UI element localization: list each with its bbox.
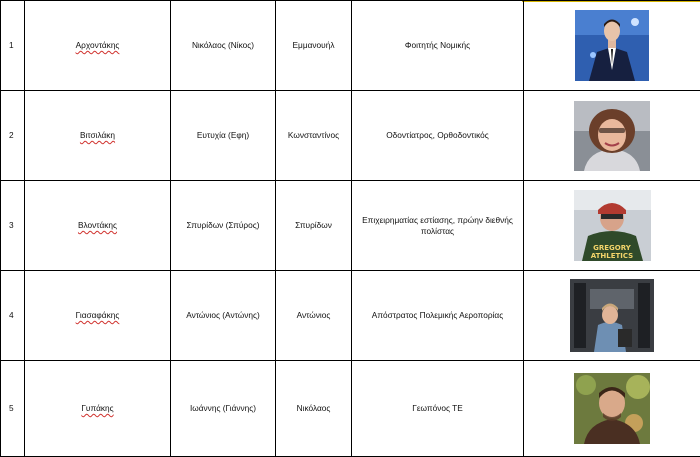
first-name-cell: Ιωάννης (Γιάννης) — [171, 361, 276, 457]
father-name-cell: Αντώνιος — [276, 271, 352, 361]
profession-cell: Επιχειρηματίας εστίασης, πρώην διεθνής πολίστας — [352, 181, 524, 271]
profession-cell: Φοιτητής Νομικής — [352, 1, 524, 91]
father-name-cell: Σπυρίδων — [276, 181, 352, 271]
surname-text: Αρχοντάκης — [75, 40, 120, 50]
first-name-cell: Σπυρίδων (Σπύρος) — [171, 181, 276, 271]
photo-cell — [524, 181, 700, 271]
table-row — [1, 181, 700, 271]
table-row — [1, 91, 700, 181]
surname-cell — [25, 91, 171, 181]
portrait-man-suit-icon — [575, 10, 649, 81]
row-number: 4 — [1, 271, 25, 361]
surname-cell — [25, 1, 171, 91]
surname-text: Βιτσιλάκη — [79, 130, 116, 140]
father-name-cell: Εμμανουήλ — [276, 1, 352, 91]
portrait-man-outdoor-icon — [574, 373, 650, 444]
father-name-cell: Νικόλαος — [276, 361, 352, 457]
surname-cell — [25, 181, 171, 271]
table-row — [1, 271, 700, 361]
svg-text:ATHLETICS: ATHLETICS — [590, 252, 633, 260]
profession-cell: Απόστρατος Πολεμικής Αεροπορίας — [352, 271, 524, 361]
surname-text: Γυπάκης — [81, 403, 114, 413]
photo-cell — [524, 271, 700, 361]
portrait-man-seated-icon — [570, 279, 654, 352]
table-row — [1, 1, 700, 91]
surname-cell — [25, 271, 171, 361]
row-number: 3 — [1, 181, 25, 271]
photo-cell — [524, 91, 700, 181]
portrait-man-cap-icon — [574, 190, 651, 261]
table-row — [1, 361, 700, 457]
surname-text: Βλοντάκης — [77, 220, 118, 230]
portrait-woman-icon — [574, 101, 650, 171]
father-name-cell: Κωνσταντίνος — [276, 91, 352, 181]
first-name-cell: Ευτυχία (Εφη) — [171, 91, 276, 181]
first-name-cell: Νικόλαος (Νίκος) — [171, 1, 276, 91]
profession-cell: Γεωπόνος ΤΕ — [352, 361, 524, 457]
photo-cell — [524, 1, 700, 91]
surname-text: Γιασαφάκης — [75, 310, 120, 320]
first-name-cell: Αντώνιος (Αντώνης) — [171, 271, 276, 361]
row-number: 2 — [1, 91, 25, 181]
profession-cell: Οδοντίατρος, Ορθοδοντικός — [352, 91, 524, 181]
row-number: 5 — [1, 361, 25, 457]
photo-cell — [524, 361, 700, 457]
surname-cell — [25, 361, 171, 457]
row-number: 1 — [1, 1, 25, 91]
svg-text:GREGORY: GREGORY — [592, 244, 631, 252]
